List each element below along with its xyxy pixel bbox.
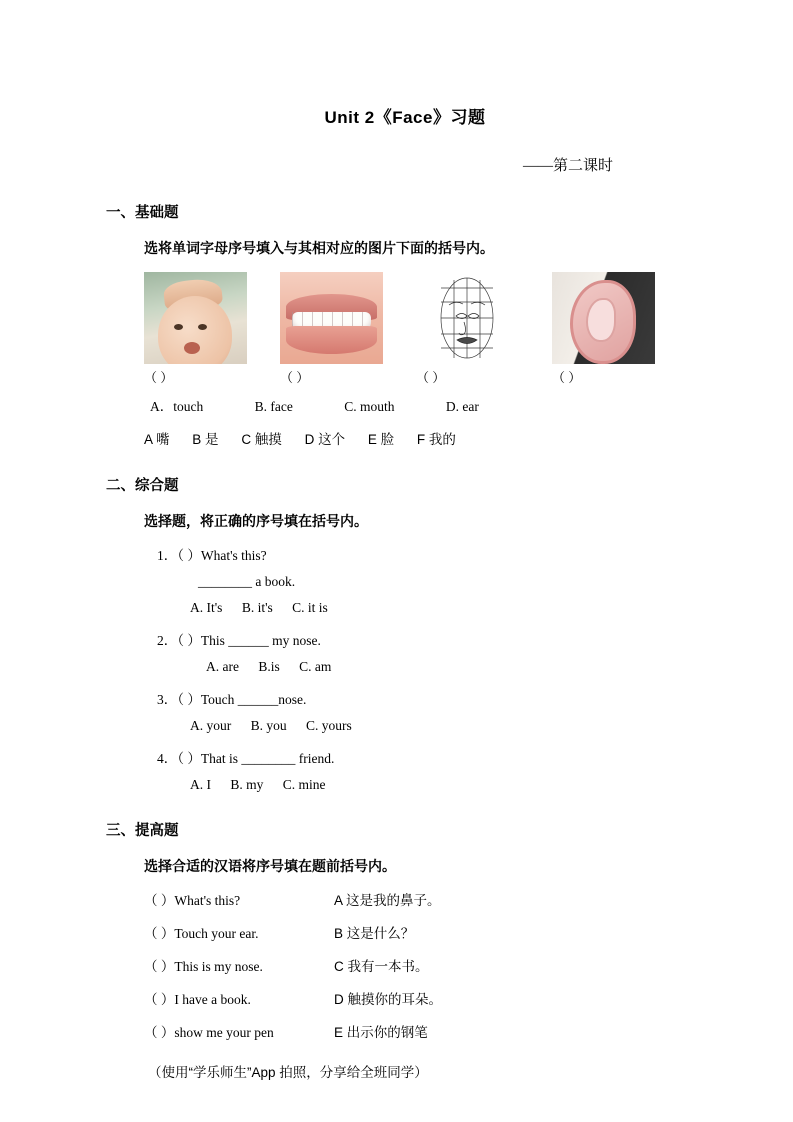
image-row [144,272,698,364]
match-right-2: B 这是什么？ [334,926,415,941]
match-left-4[interactable]: （ ）I have a book. [144,992,251,1007]
eye-left-shape [174,324,183,330]
eye-right-shape [198,324,207,330]
mouth-shape [184,342,200,354]
match-row [144,889,698,909]
option-cn-b: B 是 [192,432,219,447]
question-1-stem[interactable]: 1．（ ）What's this? [157,548,267,563]
image-answer-brackets [144,367,698,386]
bracket-4[interactable]: （ ） [552,370,582,385]
q1-choice-a[interactable]: A. It's [190,600,223,615]
head-shape [158,296,232,364]
english-options-row [150,395,698,415]
q3-choice-b[interactable]: B. you [250,718,287,733]
match-left-5[interactable]: （ ）show me your pen [144,1025,274,1040]
match-right-1: A 这是我的鼻子。 [334,893,441,908]
option-en-d: D. ear [445,399,479,414]
option-cn-e: E 脸 [367,432,395,447]
q2-choice-a[interactable]: A. are [206,659,239,674]
q4-choice-a[interactable]: A. I [190,777,211,792]
q4-choice-b[interactable]: B. my [230,777,264,792]
match-row [144,955,698,975]
footnote: （使用“学乐师生”App 拍照，分享给全班同学） [148,1065,428,1080]
baby-touching-head-image [144,272,247,364]
section-instruction-3: 选择合适的汉语将序号填在题前括号内。 [144,858,396,874]
question-3-stem[interactable]: 3．（ ）Touch ______nose. [157,692,307,707]
option-cn-a: A 嘴 [144,432,170,447]
ear-inner-shape [586,298,616,342]
match-row [144,1021,698,1041]
bracket-3[interactable]: （ ） [416,370,446,385]
q3-choice-a[interactable]: A. your [190,718,232,733]
line-drawing-face-image [416,272,519,364]
match-row [144,922,698,942]
question-4-stem[interactable]: 4．（ ）That is ________ friend. [157,751,335,766]
question-3-choices [190,718,698,734]
bracket-1[interactable]: （ ） [144,370,174,385]
q2-choice-c[interactable]: C. am [299,659,332,674]
match-right-4: D 触摸你的耳朵。 [334,992,442,1007]
question-1-choices [190,600,698,616]
match-left-1[interactable]: （ ）What's this? [144,893,241,908]
question-4-choices [190,777,698,793]
option-en-a: A．touch [150,399,204,414]
match-right-3: C 我有一本书。 [334,959,429,974]
option-cn-c: C 触摸 [241,432,282,447]
question-1-blank[interactable]: ________ a book. [198,574,296,589]
bracket-2[interactable]: （ ） [280,370,310,385]
q3-choice-c[interactable]: C. yours [306,718,352,733]
page-title: Unit 2《Face》习题 [324,108,486,127]
option-en-c: C. mouth [344,399,395,414]
section-heading-1: 一、基础题 [106,205,179,221]
question-2-choices [206,659,698,675]
chinese-options-row [144,428,698,448]
q1-choice-c[interactable]: C. it is [292,600,328,615]
match-right-5: E 出示你的钢笔 [334,1025,428,1040]
q4-choice-c[interactable]: C. mine [282,777,326,792]
question-2-stem[interactable]: 2．（ ）This ______ my nose. [157,633,321,648]
section-heading-3: 三、提高题 [106,823,179,839]
ear-diagram-image [552,272,655,364]
match-left-2[interactable]: （ ）Touch your ear. [144,926,259,941]
match-left-3[interactable]: （ ）This is my nose. [144,959,263,974]
q1-choice-b[interactable]: B. it's [241,600,273,615]
section-instruction-2: 选择题，将正确的序号填在括号内。 [144,513,368,529]
section-heading-2: 二、综合题 [106,478,179,494]
match-row [144,988,698,1008]
option-cn-d: D 这个 [304,432,346,447]
option-en-b: B. face [254,399,293,414]
open-mouth-teeth-image [280,272,383,364]
q2-choice-b[interactable]: B.is [258,659,280,674]
page-subtitle: ——第二课时 [522,158,613,174]
lower-lip-shape [286,326,377,354]
option-cn-f: F 我的 [416,432,456,447]
face-outline-svg [416,272,519,364]
section-instruction-1: 选将单词字母序号填入与其相对应的图片下面的括号内。 [144,240,494,256]
